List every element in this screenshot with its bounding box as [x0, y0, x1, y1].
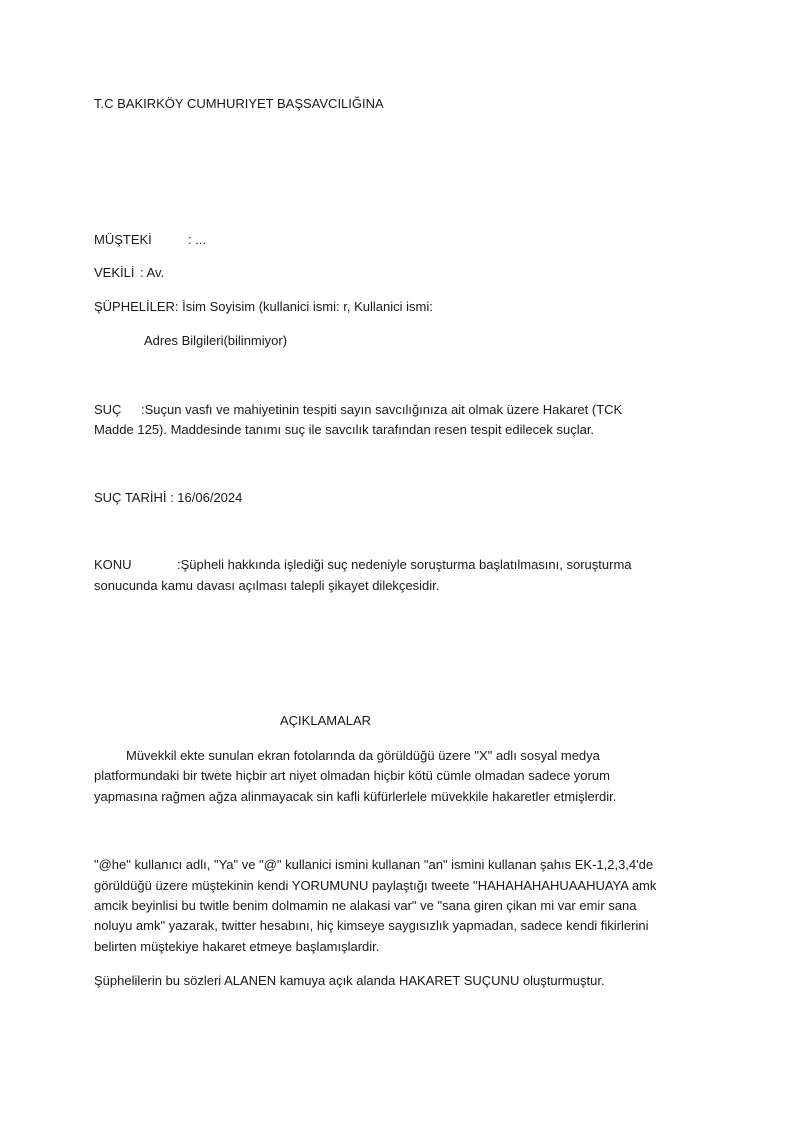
- subject-row-1: [94, 555, 632, 575]
- attorney-value: : Av.: [140, 265, 165, 280]
- explanation-p1-line3: yapmasına rağmen ağza alinmayacak sin kafli küfürlerlele müvekkile hakaretler etmişlerdir.: [94, 789, 617, 804]
- subject-label: KONU: [94, 557, 132, 572]
- explanation-p2-line1: "@he" kullanıcı adlı, "Ya" ve "@" kullanici ismini kullanan "an" ismini kullanan şahıs EK-1,2,3,4'de: [94, 857, 654, 872]
- complainant-label: MÜŞTEKİ: [94, 232, 152, 247]
- crime-date: SUÇ TARİHİ : 16/06/2024: [94, 490, 243, 505]
- explanation-p2-line4: noluyu amk" yazarak, twitter hesabını, hiç kimseye saygısızlık yapmadan, sadece kendi fikirlerini: [94, 918, 649, 933]
- explanation-p3: Şüphelilerin bu sözleri ALANEN kamuya açık alanda HAKARET SUÇUNU oluşturmuştur.: [94, 973, 605, 988]
- subject-text-2: sonucunda kamu davası açılması talepli şikayet dilekçesidir.: [94, 578, 440, 593]
- complainant-value: : ...: [188, 232, 207, 247]
- complainant-row: [94, 230, 206, 250]
- explanation-p2-line5: belirten müştekiye hakaret etmeye başlamışlardir.: [94, 939, 380, 954]
- explanation-p2-line3: amcik beyinlisi bu twitle benim dolmamin ne alakasi var" ve "sana giren çikan mi var emir sana: [94, 898, 637, 913]
- subject-text-1: :Şüpheli hakkında işlediği suç nedeniyle soruşturma başlatılmasını, soruşturma: [177, 557, 632, 572]
- explanation-p1-line1: Müvekkil ekte sunulan ekran fotolarında da görüldüğü üzere "X" adlı sosyal medya: [126, 748, 600, 763]
- crime-text-2: Madde 125). Maddesinde tanımı suç ile savcılık tarafından resen tespit edilecek suçlar.: [94, 422, 595, 437]
- explanation-p1-line2: platformundaki bir twete hiçbir art niyet olmadan hiçbir kötü cümle olmadan sadece yorum: [94, 768, 610, 783]
- suspects-label: ŞÜPHELİLER:: [94, 299, 179, 314]
- attorney-label: VEKİLİ: [94, 265, 135, 280]
- explanation-p2-line2: görüldüğü üzere müştekinin kendi YORUMUNU paylaştığı tweete "HAHAHAHAHUAAHUAYA amk: [94, 878, 657, 893]
- document-title: T.C BAKIRKÖY CUMHURIYET BAŞSAVCILIĞINA: [94, 96, 384, 111]
- crime-text-1: :Suçun vasfı ve mahiyetinin tespiti sayın savcılığınıza ait olmak üzere Hakaret (TCK: [141, 402, 623, 417]
- crime-row-1: [94, 400, 622, 420]
- crime-label: SUÇ: [94, 402, 122, 417]
- suspects-value: İsim Soyisim (kullanici ismi: r, Kullanici ismi:: [182, 299, 433, 314]
- attorney-row: [94, 263, 164, 283]
- suspects-address: Adres Bilgileri(bilinmiyor): [144, 333, 288, 348]
- explanations-heading: AÇIKLAMALAR: [280, 713, 372, 728]
- suspects-row: [94, 297, 433, 317]
